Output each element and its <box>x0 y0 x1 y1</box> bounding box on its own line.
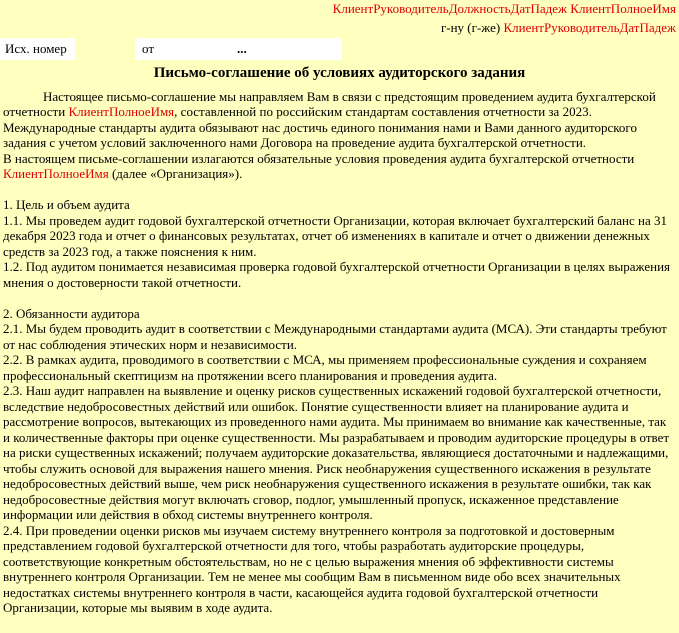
intro-text: В настоящем письме-соглашении излагаются обязательные условия проведения аудита бухгалтерской отчетности <box>3 150 635 166</box>
reference-row <box>0 38 679 60</box>
date-label: от <box>135 38 237 60</box>
section-item: 2.1. Мы будем проводить аудит в соответствии с Международными стандартами аудита (МСА). Эти стандарты требуют от нас соблюдения этических норм и независимости. <box>3 321 667 352</box>
intro-text: Настоящее письмо-соглашение мы направляем Вам в связи с предстоящим проведением аудита бухгалтерской отчетности <box>3 88 656 119</box>
ref-number-input[interactable] <box>75 38 135 60</box>
section-heading: 2. Обязанности аудитора <box>3 305 140 321</box>
intro-text: (далее «Организация»). <box>108 166 243 181</box>
section-heading: 1. Цель и объем аудита <box>3 197 130 212</box>
client-name-field[interactable]: КлиентПолноеИмя <box>3 166 109 181</box>
section-item: 1.2. Под аудитом понимается независимая проверка годовой бухгалтерской отчетности Организации в целях выражения мнения о достоверности такой отчетности. <box>3 259 671 290</box>
section-item: 2.2. В рамках аудита, проводимого в соответствии с МСА, мы применяем профессиональные суждения и сохраняем профессиональный скептицизм на протяжении всего планирования и проведения аудита. <box>3 352 647 383</box>
client-name-field[interactable]: КлиентПолноеИмя <box>68 104 175 119</box>
spacer <box>3 290 673 306</box>
date-input[interactable]: ... <box>237 38 342 60</box>
intro-paragraph-1 <box>3 89 673 151</box>
ref-number-label: Исх. номер <box>0 38 75 60</box>
intro-paragraph-2 <box>3 151 673 182</box>
header-line-2 <box>0 18 679 38</box>
client-head-dative-field[interactable]: КлиентРуководительДатПадеж <box>503 20 676 35</box>
document-title: Письмо-соглашение об условиях аудиторского задания <box>153 65 526 81</box>
spacer <box>3 182 673 198</box>
letter-body <box>0 89 679 616</box>
intro-text: , составленной по российским стандартам составления отчетности за 2023. Международные стандарты аудита обязывают нас достичь единого понимания нами и Вами данного аудиторского задания с учетом условий заключенного нами Договора на проведение аудита бухгалтерской отчетности. <box>3 104 637 150</box>
header-line-1 <box>0 0 679 18</box>
addressee-prefix: г-ну (г-же) <box>440 20 504 35</box>
section-item: 2.4. При проведении оценки рисков мы изучаем систему внутреннего контроля за подготовкой и достоверным представлением годовой бухгалтерской отчетности для того, чтобы разработать аудиторские процедуры, соответствующие конкретным обстоятельствам, но не с целью выражения мнения об эффективности системы внутреннего контроля Организации. Тем не менее мы сообщим Вам в письменном виде обо всех значительных недостатках системы внутреннего контроля в части, касающейся аудита годовой бухгалтерской отчетности Организации, которые мы выявим в ходе аудита. <box>3 522 621 615</box>
client-head-position-field[interactable]: КлиентРуководительДолжностьДатПадеж КлиентПолноеИмя <box>332 1 676 16</box>
section-item: 1.1. Мы проведем аудит годовой бухгалтерской отчетности Организации, которая включает бухгалтерский баланс на 31 декабря 2023 года и отчет о финансовых результатах, отчет об изменениях в капитале и отчет о движении денежных средств за 2023 год, а также пояснения к ним. <box>3 212 667 259</box>
section-item: 2.3. Наш аудит направлен на выявление и оценку рисков существенных искажений годовой бухгалтерской отчетности, вследствие недобросовестных действий или ошибок. Понятие существенности влияет на планирование аудита и рассмотрение вопросов, вытекающих из проведенного нами аудита. Мы принимаем во внимание как качественные, так и количественные факторы при оценке существенности. Мы разрабатываем и проводим аудиторские процедуры в ответ на риски существенных искажений; получаем аудиторские доказательства, являющиеся достаточными и надлежащими, чтобы служить основой для выражения нашего мнения. Риск необнаружения существенного искажения в результате недобросовестных действий выше, чем риск необнаружения существенного искажения в результате ошибки, так как недобросовестные действия могут включать сговор, подлог, умышленный пропуск, искаженное представление информации или действия в обход системы внутреннего контроля. <box>3 383 670 522</box>
